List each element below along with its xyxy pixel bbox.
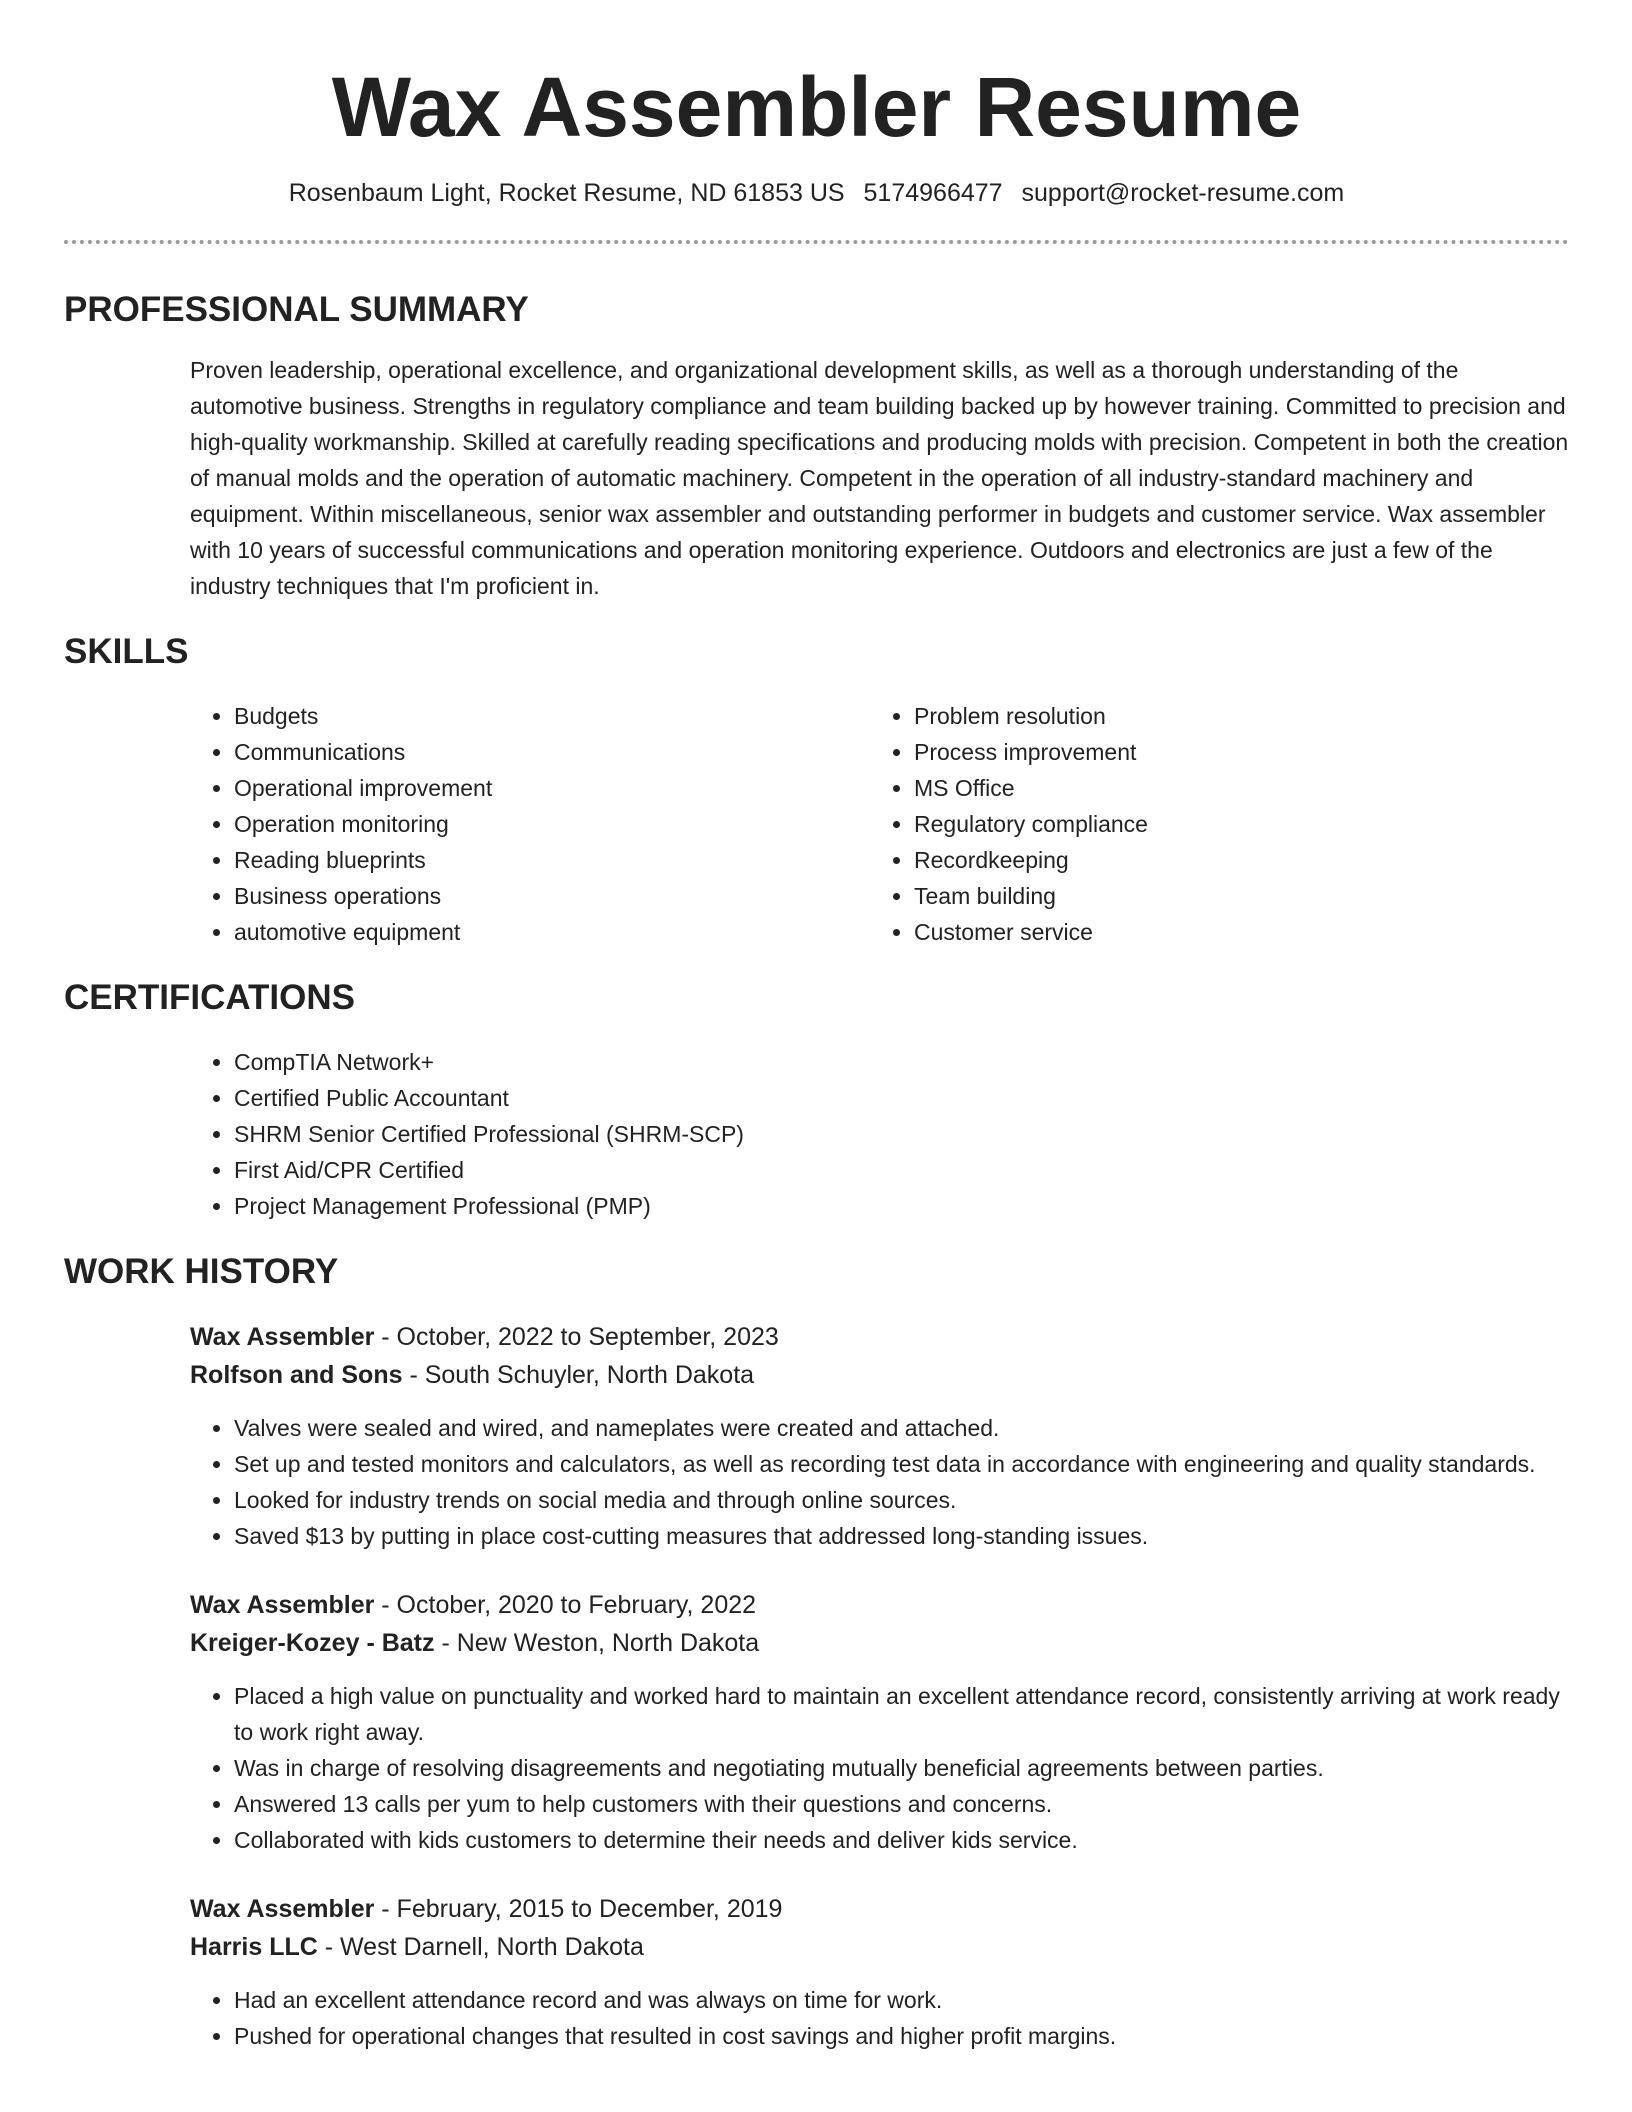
- job-bullets: [190, 1410, 1569, 1554]
- skill-item: • Customer service: [914, 914, 1148, 950]
- job-bullet: • Pushed for operational changes that resulted in cost savings and higher profit margins.: [234, 2018, 1569, 2054]
- job-company-line: [190, 1928, 1569, 1966]
- job-dates: - February, 2015 to December, 2019: [374, 1895, 783, 1923]
- job-dates: - October, 2020 to February, 2022: [374, 1591, 757, 1619]
- job-location: - New Weston, North Dakota: [434, 1629, 760, 1657]
- certification-item: • CompTIA Network+: [234, 1044, 1569, 1080]
- job-bullet: • Answered 13 calls per yum to help customers with their questions and concerns.: [234, 1786, 1569, 1822]
- section-title-skills: SKILLS: [64, 632, 189, 671]
- resume-title: Wax Assembler Resume: [331, 60, 1302, 154]
- job-role: Wax Assembler: [190, 1323, 375, 1351]
- skill-item: • Budgets: [234, 698, 870, 734]
- skill-item: • MS Office: [914, 770, 1148, 806]
- job-bullet: • Collaborated with kids customers to determine their needs and deliver kids service.: [234, 1822, 1569, 1858]
- job-bullet: • Had an excellent attendance record and was always on time for work.: [234, 1982, 1569, 2018]
- job-company: Rolfson and Sons: [190, 1361, 403, 1389]
- job-bullet: • Saved $13 by putting in place cost-cutting measures that addressed long-standing issues.: [234, 1518, 1569, 1554]
- contact-email[interactable]: support@rocket-resume.com: [1021, 179, 1345, 207]
- job-bullet: • Placed a high value on punctuality and worked hard to maintain an excellent attendance record, consistently arriving at work ready to work right away.: [234, 1678, 1569, 1750]
- skill-item: • Regulatory compliance: [914, 806, 1148, 842]
- skill-item: • Reading blueprints: [234, 842, 870, 878]
- job-role: Wax Assembler: [190, 1591, 375, 1619]
- job-company: Harris LLC: [190, 1933, 318, 1961]
- job-location: - West Darnell, North Dakota: [317, 1933, 644, 1961]
- job-company-line: [190, 1624, 1569, 1662]
- job-bullet: • Was in charge of resolving disagreements and negotiating mutually beneficial agreements between parties.: [234, 1750, 1569, 1786]
- certification-item: • First Aid/CPR Certified: [234, 1152, 1569, 1188]
- section-title-work-history: WORK HISTORY: [64, 1252, 339, 1291]
- contact-line: [64, 176, 1569, 210]
- job-role: Wax Assembler: [190, 1895, 375, 1923]
- job-entry: [190, 1890, 1569, 2054]
- section-title-certifications: CERTIFICATIONS: [64, 978, 356, 1017]
- skills-column-2: [870, 698, 1148, 950]
- job-bullet: • Looked for industry trends on social media and through online sources.: [234, 1482, 1569, 1518]
- job-location: - South Schuyler, North Dakota: [402, 1361, 755, 1389]
- skill-item: • Problem resolution: [914, 698, 1148, 734]
- job-bullet: • Valves were sealed and wired, and nameplates were created and attached.: [234, 1410, 1569, 1446]
- header-divider: [64, 240, 1569, 244]
- skill-item: • automotive equipment: [234, 914, 870, 950]
- skill-item: • Team building: [914, 878, 1148, 914]
- job-entry: [190, 1318, 1569, 1554]
- job-dates: - October, 2022 to September, 2023: [374, 1323, 779, 1351]
- certification-item: • SHRM Senior Certified Professional (SHRM-SCP): [234, 1116, 1569, 1152]
- job-company: Kreiger-Kozey - Batz: [190, 1629, 435, 1657]
- skill-item: • Process improvement: [914, 734, 1148, 770]
- job-role-line: [190, 1890, 1569, 1928]
- skill-item: • Operational improvement: [234, 770, 870, 806]
- job-bullets: [190, 1982, 1569, 2054]
- job-bullets: [190, 1678, 1569, 1858]
- skill-item: • Operation monitoring: [234, 806, 870, 842]
- contact-address: Rosenbaum Light, Rocket Resume, ND 61853 US: [288, 179, 845, 207]
- skills-column-1: [190, 698, 870, 950]
- job-bullet: • Set up and tested monitors and calculators, as well as recording test data in accordance with engineering and quality standards.: [234, 1446, 1569, 1482]
- job-role-line: [190, 1318, 1569, 1356]
- skills-list: [190, 698, 1569, 950]
- section-title-summary: PROFESSIONAL SUMMARY: [64, 290, 529, 329]
- contact-phone[interactable]: 5174966477: [863, 179, 1003, 207]
- job-role-line: [190, 1586, 1569, 1624]
- certifications-list: [190, 1044, 1569, 1224]
- certification-item: • Project Management Professional (PMP): [234, 1188, 1569, 1224]
- job-company-line: [190, 1356, 1569, 1394]
- job-entry: [190, 1586, 1569, 1858]
- skill-item: • Recordkeeping: [914, 842, 1148, 878]
- resume-page: [64, 0, 1569, 2054]
- certification-item: • Certified Public Accountant: [234, 1080, 1569, 1116]
- skill-item: • Communications: [234, 734, 870, 770]
- skill-item: • Business operations: [234, 878, 870, 914]
- summary-text: Proven leadership, operational excellence, and organizational development skills, as well as a thorough understanding of the automotive business. Strengths in regulatory compliance and team building backed up by however training. Committed to precision and high-quality workmanship. Skilled at carefully reading specifications and producing molds with precision. Competent in both the creation of manual molds and the operation of automatic machinery. Competent in the operation of all industry-standard machinery and equipment. Within miscellaneous, senior wax assembler and outstanding performer in budgets and customer service. Wax assembler with 10 years of successful communications and operation monitoring experience. Outdoors and electronics are just a few of the industry techniques that I'm proficient in.: [190, 357, 1569, 599]
